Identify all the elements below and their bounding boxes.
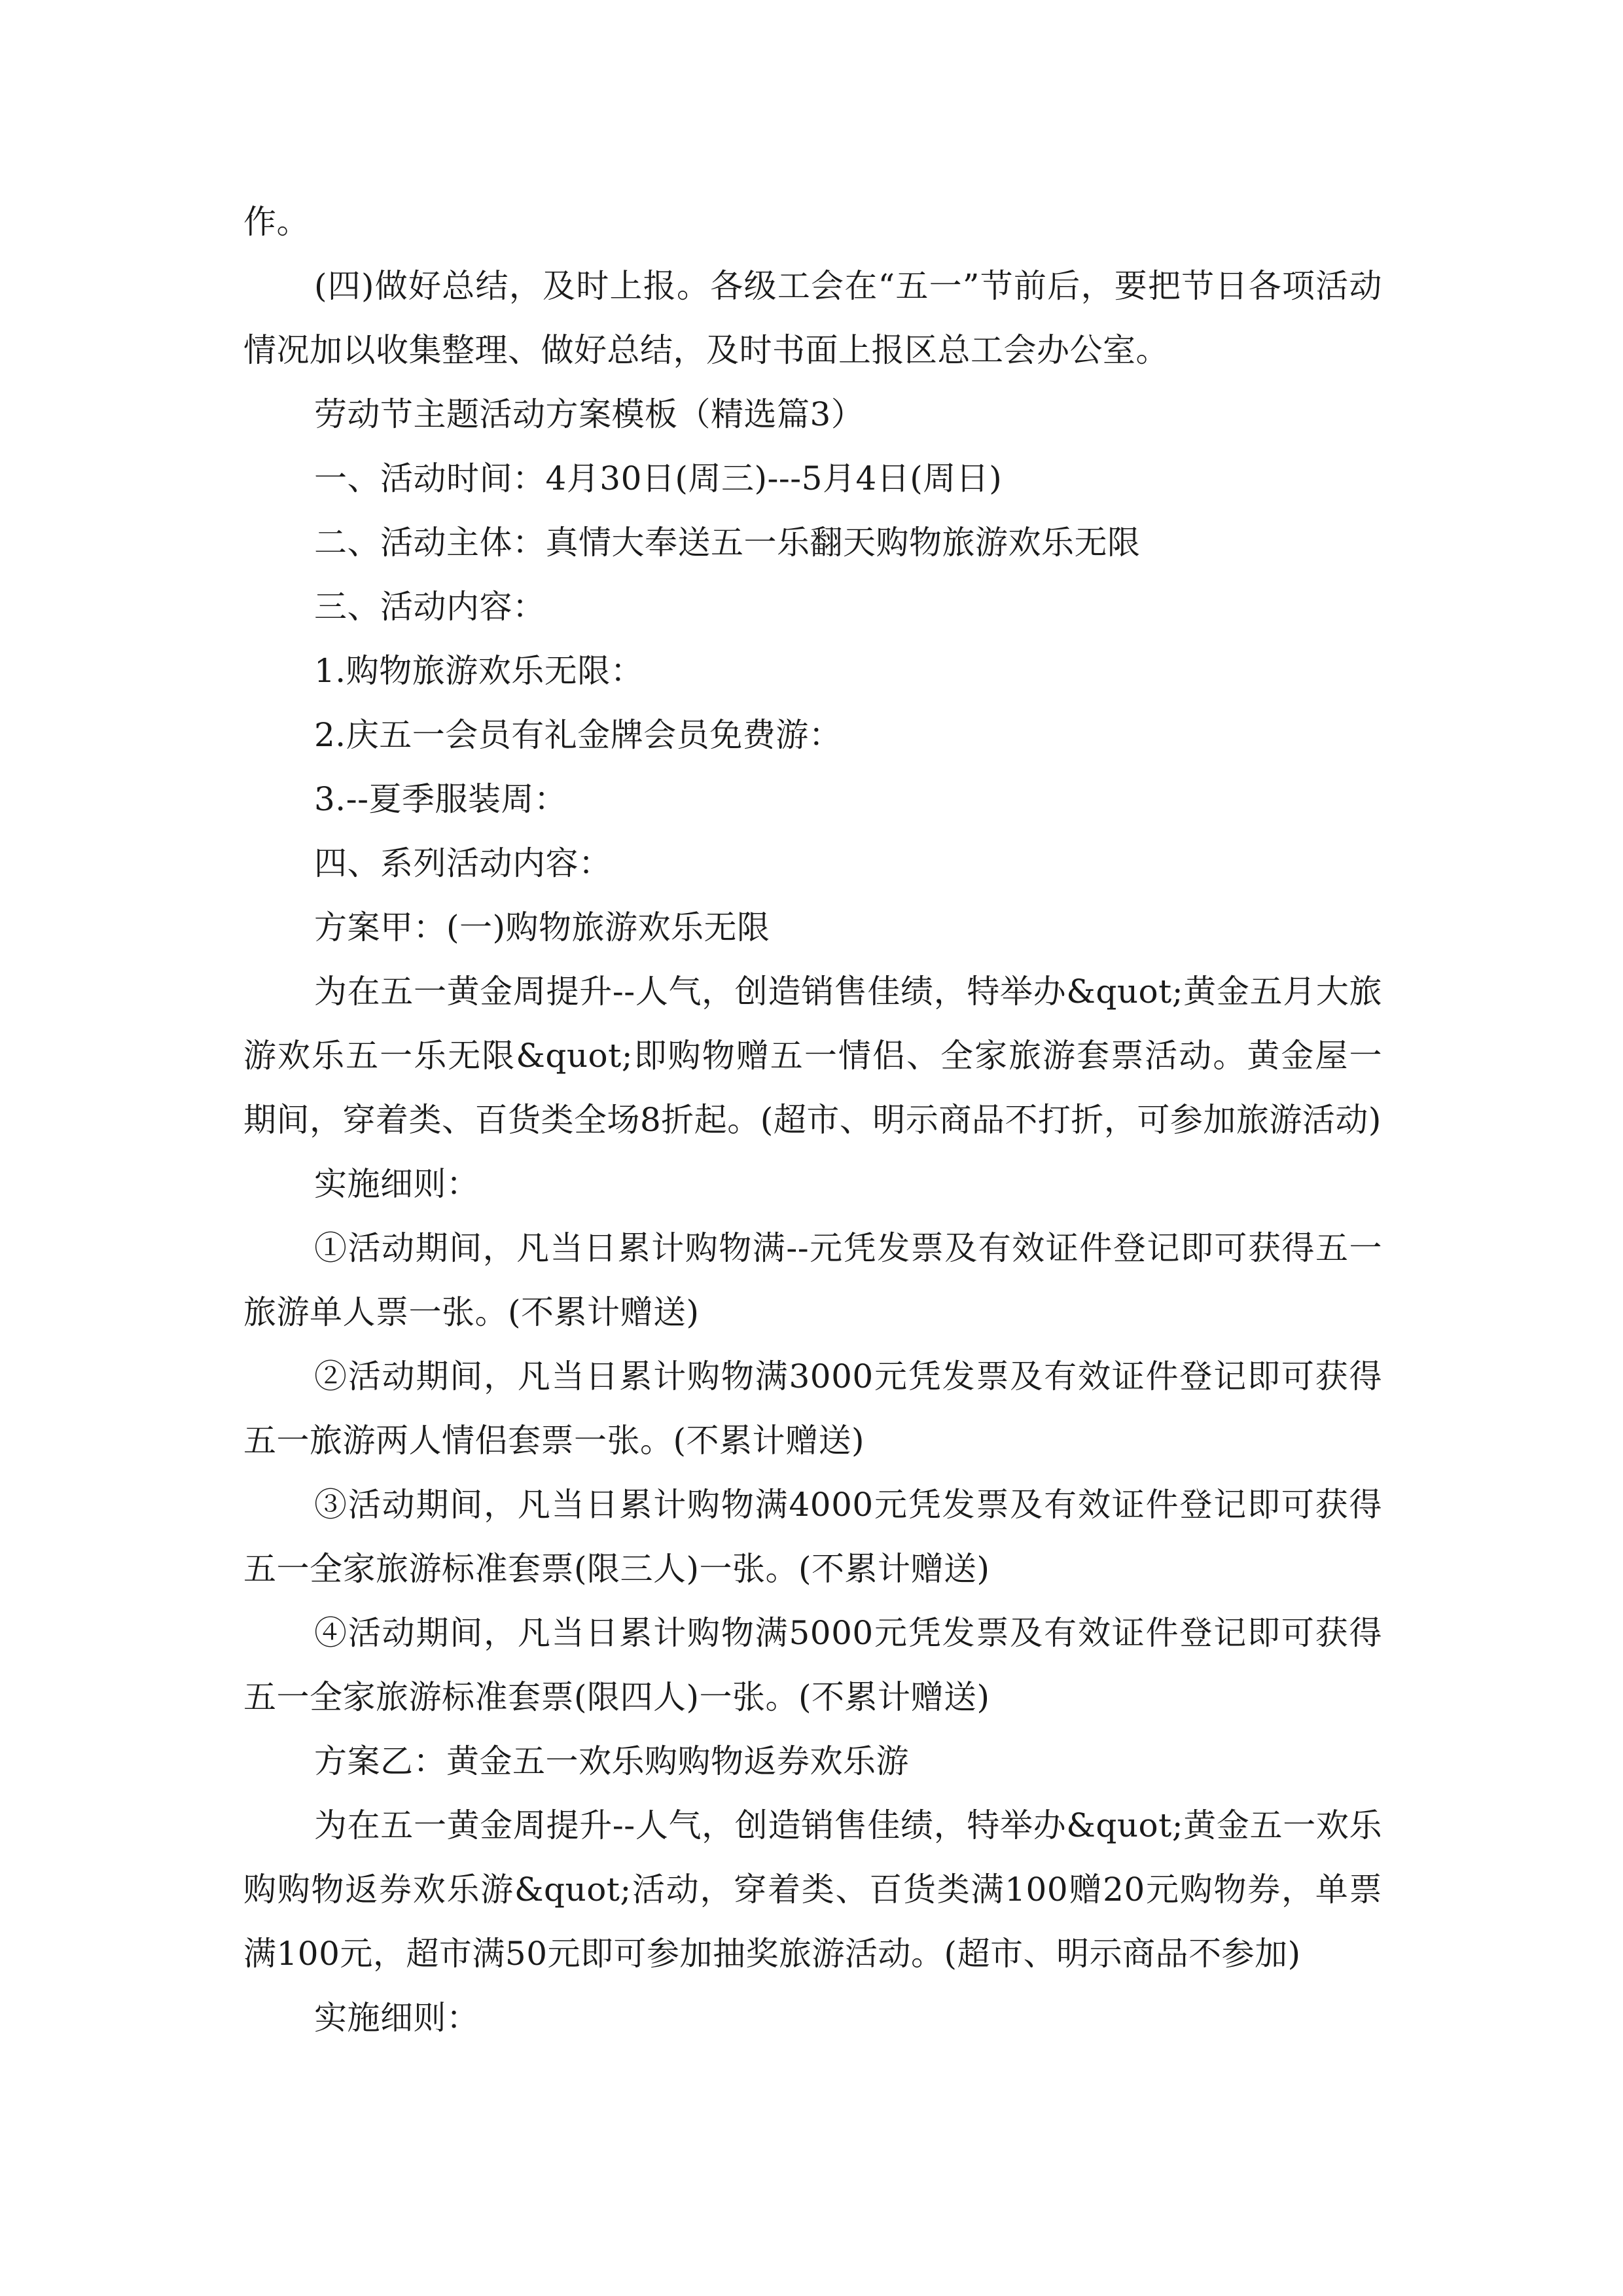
list-item: 1.购物旅游欢乐无限： bbox=[314, 652, 644, 690]
list-item: ③活动期间，凡当日累计购物满4000元凭发票及有效证件登记即可获得五一全家旅游标准套票(限三人)一张。(不累计赠送) bbox=[243, 1486, 1382, 1588]
paragraph: 为在五一黄金周提升--人气，创造销售佳绩，特举办&quot;黄金五月大旅游欢乐五一乐无限&quot;即购物赠五一情侣、全家旅游套票活动。黄金屋一期间，穿着类、百货类全场8折起。(超市、明示商品不打折，可参加旅游活动) bbox=[243, 973, 1382, 1139]
section-heading: 劳动节主题活动方案模板（精选篇3） bbox=[314, 395, 865, 433]
paragraph: 作。 bbox=[243, 203, 310, 241]
paragraph: 实施细则： bbox=[314, 1999, 480, 2037]
paragraph: 方案甲：(一)购物旅游欢乐无限 bbox=[314, 908, 770, 946]
list-item: 3.--夏季服装周： bbox=[314, 780, 567, 818]
paragraph: 三、活动内容： bbox=[314, 588, 546, 626]
list-item: ①活动期间，凡当日累计购物满--元凭发票及有效证件登记即可获得五一旅游单人票一张。(不累计赠送) bbox=[243, 1229, 1382, 1331]
paragraph: 为在五一黄金周提升--人气，创造销售佳绩，特举办&quot;黄金五一欢乐购购物返券欢乐游&quot;活动，穿着类、百货类满100赠20元购物券，单票满100元，超市满50元即可参加抽奖旅游活动。(超市、明示商品不参加) bbox=[243, 1806, 1382, 1973]
list-item: 2.庆五一会员有礼金牌会员免费游： bbox=[314, 716, 842, 754]
paragraph: 四、系列活动内容： bbox=[314, 844, 612, 882]
paragraph: 方案乙：黄金五一欢乐购购物返券欢乐游 bbox=[314, 1742, 909, 1780]
list-item: ④活动期间，凡当日累计购物满5000元凭发票及有效证件登记即可获得五一全家旅游标准套票(限四人)一张。(不累计赠送) bbox=[243, 1614, 1382, 1716]
paragraph: 实施细则： bbox=[314, 1165, 480, 1203]
list-item: ②活动期间，凡当日累计购物满3000元凭发票及有效证件登记即可获得五一旅游两人情侣套票一张。(不累计赠送) bbox=[243, 1357, 1382, 1460]
paragraph: (四)做好总结，及时上报。各级工会在“五一”节前后，要把节日各项活动情况加以收集整理、做好总结，及时书面上报区总工会办公室。 bbox=[243, 267, 1382, 369]
paragraph: 一、活动时间：4月30日(周三)---5月4日(周日) bbox=[314, 459, 1003, 497]
paragraph: 二、活动主体：真情大奉送五一乐翻天购物旅游欢乐无限 bbox=[314, 524, 1141, 562]
document-body bbox=[243, 190, 1382, 2050]
